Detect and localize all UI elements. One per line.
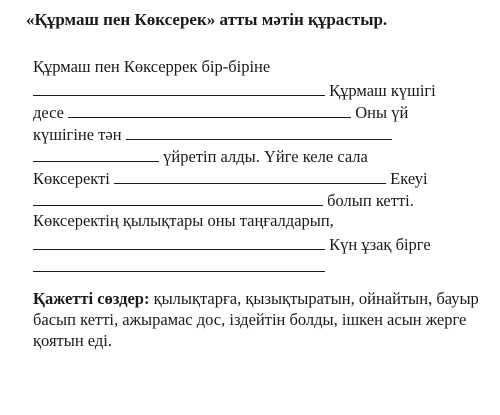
exercise-text: Құрмаш күшігі (329, 81, 436, 100)
exercise-line-8 (33, 210, 493, 232)
exercise-text: күшігіне тән (33, 125, 122, 144)
exercise-text: Екеуі (390, 169, 428, 188)
answer-blank[interactable] (33, 144, 159, 162)
exercise-text: Құрмаш пен Көксеррек бір-біріне (33, 57, 271, 76)
exercise-line-7 (33, 188, 493, 210)
exercise-text: Көксеректі (33, 169, 110, 188)
exercise-text: Көксеректің қылықтары оны таңғалдарып, (33, 211, 334, 230)
exercise-text: десе (33, 103, 64, 122)
worksheet-title: «Құрмаш пен Көксерек» атты мәтін құрастыр. (26, 10, 388, 29)
exercise-line-1 (33, 56, 493, 78)
answer-blank[interactable] (33, 188, 323, 206)
answer-blank[interactable] (33, 254, 325, 272)
exercise-line-10 (33, 254, 493, 276)
exercise-text: үйретіп алды. Үйге келе сала (163, 147, 368, 166)
answer-blank[interactable] (114, 166, 386, 184)
fill-in-exercise (33, 56, 493, 276)
exercise-line-5 (33, 144, 493, 166)
exercise-text: болып кетті. (327, 191, 414, 210)
exercise-line-4 (33, 122, 493, 144)
answer-blank[interactable] (126, 122, 392, 140)
exercise-line-3 (33, 100, 493, 122)
exercise-text: Күн ұзақ бірге (329, 235, 431, 254)
exercise-line-2 (33, 78, 493, 100)
answer-blank[interactable] (33, 78, 325, 96)
exercise-line-9 (33, 232, 493, 254)
answer-blank[interactable] (68, 100, 351, 118)
required-words-label: Қажетті сөздер: (33, 289, 150, 308)
exercise-text: Оны үй (355, 103, 409, 122)
required-words-list: қылықтарға, қызықтыратын, ойнайтын, бауыр басып кетті, ажырамас дос, іздейтін болды, ішкен асын жерге қоятын еді. (33, 289, 479, 350)
exercise-line-6 (33, 166, 493, 188)
answer-blank[interactable] (33, 232, 325, 250)
required-words (33, 288, 495, 351)
